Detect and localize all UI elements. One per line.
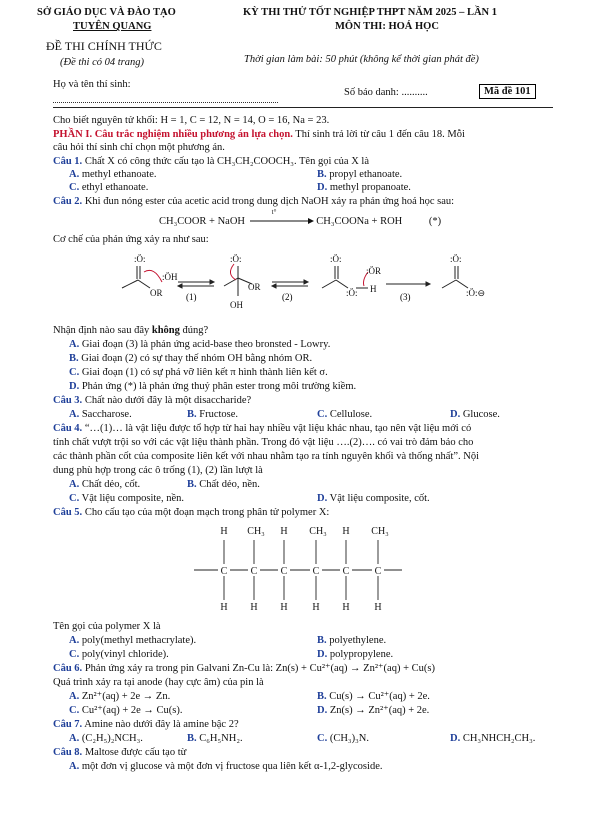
q4-number: Câu 4. xyxy=(53,423,83,434)
part1-text: Thí sinh trả lời từ câu 1 đến câu 18. Mỗi xyxy=(292,129,465,140)
q7-option-a[interactable] xyxy=(69,732,143,745)
student-id-label: Số báo danh: .......... xyxy=(344,87,428,98)
option-text: C₆H₅NH₂. xyxy=(199,733,243,744)
option-text: Chất dẻo, nền. xyxy=(199,479,260,490)
svg-text:C: C xyxy=(374,566,382,577)
option-letter: A. xyxy=(69,169,80,180)
stmt-pre: Nhận định nào sau đây xyxy=(53,325,152,336)
option-letter: D. xyxy=(317,182,328,193)
q3-number: Câu 3. xyxy=(53,395,83,406)
option-letter: B. xyxy=(317,691,327,702)
q3-text: Chất nào dưới đây là một disaccharide? xyxy=(82,395,252,406)
svg-text::ÖR: :ÖR xyxy=(366,266,382,276)
q1-option-c[interactable] xyxy=(69,181,148,194)
q4-line1: “…(1)… là vật liệu được tổ hợp từ hai hay nhiều vật liệu khác nhau, tạo nên vật liệu mới có xyxy=(82,423,472,434)
q5-option-d[interactable] xyxy=(317,648,393,661)
step-1-label: (1) xyxy=(186,292,197,302)
option-letter: D. xyxy=(69,381,80,392)
option-text: Cu²⁺(aq) + 2e → Cu(s). xyxy=(81,705,183,716)
option-text: Cellulose. xyxy=(329,409,373,420)
option-letter: D. xyxy=(317,493,328,504)
option-text: propyl ethanoate. xyxy=(329,169,403,180)
eq-right: CH₃COONa + ROH xyxy=(316,216,403,227)
option-text: Giai đoạn (2) có sự thay thế nhóm OH bằng nhóm OR. xyxy=(81,353,313,364)
q7-stem xyxy=(53,718,239,731)
option-letter: B. xyxy=(187,409,197,420)
name-dotline xyxy=(53,102,278,103)
eq-tag: (*) xyxy=(428,216,442,227)
option-letter: A. xyxy=(69,479,80,490)
subject: MÔN THI: HOÁ HỌC xyxy=(335,21,439,32)
q1-text: Chất X có công thức cấu tạo là CH₃CH₂COOCH₃. Tên gọi của X là xyxy=(82,156,369,167)
q4-option-c[interactable] xyxy=(69,492,184,505)
q8-text: Maltose được cấu tạo từ xyxy=(82,747,187,758)
q4-stem xyxy=(53,422,471,435)
q6-number: Câu 6. xyxy=(53,663,83,674)
q6-option-d[interactable] xyxy=(317,704,429,717)
q6-option-a[interactable] xyxy=(69,690,170,703)
q2-option-c[interactable] xyxy=(69,366,328,379)
option-text: Zn²⁺(aq) + 2e → Zn. xyxy=(81,691,171,702)
svg-text:C: C xyxy=(312,566,320,577)
q5-text: Cho cấu tạo của một đoạn mạch trong phân tử polymer X: xyxy=(82,507,330,518)
eq-arrow xyxy=(248,208,314,224)
q6-option-b[interactable] xyxy=(317,690,430,703)
option-text: Cu(s) → Cu²⁺(aq) + 2e. xyxy=(329,691,430,702)
part1-intro xyxy=(53,128,465,141)
q2-option-a[interactable] xyxy=(69,338,330,351)
option-text: methyl ethanoate. xyxy=(81,169,157,180)
option-letter: D. xyxy=(317,649,328,660)
svg-text:H: H xyxy=(280,526,288,537)
q1-option-b[interactable] xyxy=(317,168,402,181)
svg-text:H: H xyxy=(342,602,350,612)
q2-option-d[interactable] xyxy=(69,380,356,393)
option-text: poly(methyl methacrylate). xyxy=(81,635,197,646)
svg-text:H: H xyxy=(312,602,320,612)
q1-option-a[interactable] xyxy=(69,168,156,181)
org-place: TUYÊN QUANG xyxy=(73,21,152,32)
q2-statement xyxy=(53,324,208,337)
time-allowed: Thời gian làm bài: 50 phút (không kể thời gian phát đề) xyxy=(244,54,479,65)
q4-option-b[interactable] xyxy=(187,478,260,491)
option-text: Saccharose. xyxy=(81,409,132,420)
q8-option-a[interactable] xyxy=(69,760,382,773)
q7-text: Amine nào dưới đây là amine bậc 2? xyxy=(82,719,239,730)
q2-text: Khi đun nóng ester của acetic acid trong dung dịch NaOH xảy ra phản ứng hoá học sau: xyxy=(82,196,455,207)
eq-condition: t° xyxy=(271,208,277,216)
option-text: một đơn vị glucose và một đơn vị fructose qua liên kết α-1,2-glycoside. xyxy=(81,761,383,772)
option-letter: C. xyxy=(69,493,80,504)
q4-line3: các thành phần cốt của composite liên kết với nhau nhằm tạo ra tính nguyên khối và thống nhất”. Nội xyxy=(53,451,480,462)
option-text: Giai đoạn (1) có sự phá vỡ liên kết π hình thành liên kết σ. xyxy=(81,367,328,378)
option-letter: C. xyxy=(317,733,328,744)
q4-line4: dung phù hợp trong các ô trống (1), (2) lần lượt là xyxy=(53,465,263,476)
svg-text:OR: OR xyxy=(248,282,261,292)
option-letter: C. xyxy=(69,649,80,660)
option-letter: D. xyxy=(450,733,461,744)
q4-line2: tính chất vượt trội so với các vật liệu thành phần. Trong đó vật liệu ….(2)…. có vai trò đảm bảo cho xyxy=(53,437,474,448)
q3-option-c[interactable] xyxy=(317,408,372,421)
svg-text:H: H xyxy=(370,284,377,294)
svg-text:OH: OH xyxy=(230,300,243,310)
stmt-post: đúng? xyxy=(179,325,209,336)
svg-text::Ö:: :Ö: xyxy=(330,254,342,264)
svg-text:C: C xyxy=(250,566,258,577)
svg-text:H: H xyxy=(280,602,288,612)
polymer-structure xyxy=(188,520,418,612)
q6-option-c[interactable] xyxy=(69,704,182,717)
svg-text:H: H xyxy=(250,602,258,612)
option-letter: C. xyxy=(69,367,80,378)
q3-option-a[interactable] xyxy=(69,408,132,421)
option-letter: D. xyxy=(450,409,461,420)
q4-option-a[interactable] xyxy=(69,478,140,491)
q2-option-b[interactable] xyxy=(69,352,312,365)
option-letter: A. xyxy=(69,635,80,646)
option-text: (C₂H₅)₂NCH₃. xyxy=(81,733,143,744)
svg-text::ÖH: :ÖH xyxy=(162,272,178,282)
option-letter: B. xyxy=(187,733,197,744)
q7-option-d[interactable] xyxy=(450,732,535,745)
svg-text::Ö:: :Ö: xyxy=(346,288,358,298)
q5-number: Câu 5. xyxy=(53,507,83,518)
q5-option-c[interactable] xyxy=(69,648,169,661)
svg-text:C: C xyxy=(280,566,288,577)
q2-number: Câu 2. xyxy=(53,196,83,207)
step-2-label: (2) xyxy=(282,292,293,302)
option-text: Zn(s) → Zn²⁺(aq) + 2e. xyxy=(329,705,430,716)
atomic-masses: Cho biết nguyên tử khối: H = 1, C = 12, N = 14, O = 16, Na = 23. xyxy=(53,115,330,126)
option-text: Fructose. xyxy=(199,409,239,420)
option-text: polypropylene. xyxy=(329,649,394,660)
q4-option-d[interactable] xyxy=(317,492,430,505)
option-text: Glucose. xyxy=(462,409,500,420)
q6-text: Phản ứng xảy ra trong pin Galvani Zn-Cu là: Zn(s) + Cu²⁺(aq) → Zn²⁺(aq) + Cu(s) xyxy=(82,663,435,674)
exam-code: Mã đề 101 xyxy=(479,84,536,99)
name-label: Họ và tên thí sinh: xyxy=(53,79,131,90)
option-letter: D. xyxy=(317,705,328,716)
exam-title: KỲ THI THỬ TỐT NGHIỆP THPT NĂM 2025 – LẦN 1 xyxy=(243,7,497,18)
q5-option-a[interactable] xyxy=(69,634,196,647)
option-text: CH₃NHCH₂CH₃. xyxy=(462,733,536,744)
q3-stem xyxy=(53,394,251,407)
svg-text:OR: OR xyxy=(150,288,163,298)
option-text: (CH₃)₃N. xyxy=(329,733,369,744)
header-divider xyxy=(53,107,553,108)
q7-option-c[interactable] xyxy=(317,732,369,745)
org-name: SỞ GIÁO DỤC VÀ ĐÀO TẠO xyxy=(37,7,176,18)
option-letter: B. xyxy=(317,635,327,646)
option-text: Phản ứng (*) là phản ứng thuỷ phân ester trong môi trường kiềm. xyxy=(81,381,357,392)
q3-option-d[interactable] xyxy=(450,408,500,421)
svg-text::Ö:: :Ö: xyxy=(450,254,462,264)
q5-stem xyxy=(53,506,329,519)
svg-text::Ö:: :Ö: xyxy=(230,254,242,264)
svg-text:CH₃: CH₃ xyxy=(371,526,389,537)
q1-option-d[interactable] xyxy=(317,181,411,194)
step-3-label: (3) xyxy=(400,292,411,302)
q6-stem xyxy=(53,662,435,675)
option-letter: A. xyxy=(69,409,80,420)
option-letter: C. xyxy=(69,705,80,716)
svg-text:H: H xyxy=(374,602,382,612)
option-text: Vật liệu composite, nền. xyxy=(81,493,185,504)
svg-text:H: H xyxy=(342,526,350,537)
q2-equation xyxy=(159,208,442,228)
q8-stem xyxy=(53,746,186,759)
q1-number: Câu 1. xyxy=(53,156,83,167)
option-text: ethyl ethanoate. xyxy=(81,182,149,193)
svg-text:CH₃: CH₃ xyxy=(247,526,265,537)
official-label: ĐỀ THI CHÍNH THỨC xyxy=(46,39,162,53)
option-text: poly(vinyl chloride). xyxy=(81,649,169,660)
option-letter: A. xyxy=(69,761,80,772)
part1-title: PHẦN I. Câu trắc nghiệm nhiều phương án lựa chọn. xyxy=(53,129,293,140)
svg-text::Ö:⊖: :Ö:⊖ xyxy=(466,288,486,298)
q6-subquestion: Quá trình xảy ra tại anode (hay cực âm) của pin là xyxy=(53,677,264,688)
option-letter: B. xyxy=(187,479,197,490)
svg-text:H: H xyxy=(220,602,228,612)
svg-text::Ö:: :Ö: xyxy=(134,254,146,264)
option-letter: B. xyxy=(69,353,79,364)
q7-number: Câu 7. xyxy=(53,719,83,730)
q7-option-b[interactable] xyxy=(187,732,243,745)
svg-text:CH₃: CH₃ xyxy=(309,526,327,537)
q5-option-b[interactable] xyxy=(317,634,386,647)
eq-left: CH₃COOR + NaOH xyxy=(159,216,245,227)
mechanism-label: Cơ chế của phản ứng xảy ra như sau: xyxy=(53,234,209,245)
svg-text:C: C xyxy=(220,566,228,577)
part1-text2: câu hỏi thí sinh chỉ chọn một phương án. xyxy=(53,142,225,153)
option-text: Vật liệu composite, cốt. xyxy=(329,493,430,504)
option-text: polyethylene. xyxy=(329,635,387,646)
q8-number: Câu 8. xyxy=(53,747,83,758)
q2-stem xyxy=(53,195,454,208)
page-count: (Đề thi có 04 trang) xyxy=(60,57,144,68)
q3-option-b[interactable] xyxy=(187,408,238,421)
q1-stem xyxy=(53,155,369,168)
option-text: methyl propanoate. xyxy=(329,182,411,193)
option-letter: C. xyxy=(317,409,328,420)
option-letter: A. xyxy=(69,339,80,350)
option-letter: C. xyxy=(69,182,80,193)
option-letter: A. xyxy=(69,691,80,702)
option-text: Giai đoạn (3) là phản ứng acid-base theo bronsted - Lowry. xyxy=(81,339,331,350)
option-letter: B. xyxy=(317,169,327,180)
option-text: Chất dẻo, cốt. xyxy=(81,479,141,490)
option-letter: A. xyxy=(69,733,80,744)
q5-name-question: Tên gọi của polymer X là xyxy=(53,621,161,632)
stmt-bold: không xyxy=(151,325,180,336)
svg-text:C: C xyxy=(342,566,350,577)
svg-text:H: H xyxy=(220,526,228,537)
mechanism-diagram xyxy=(110,252,490,316)
